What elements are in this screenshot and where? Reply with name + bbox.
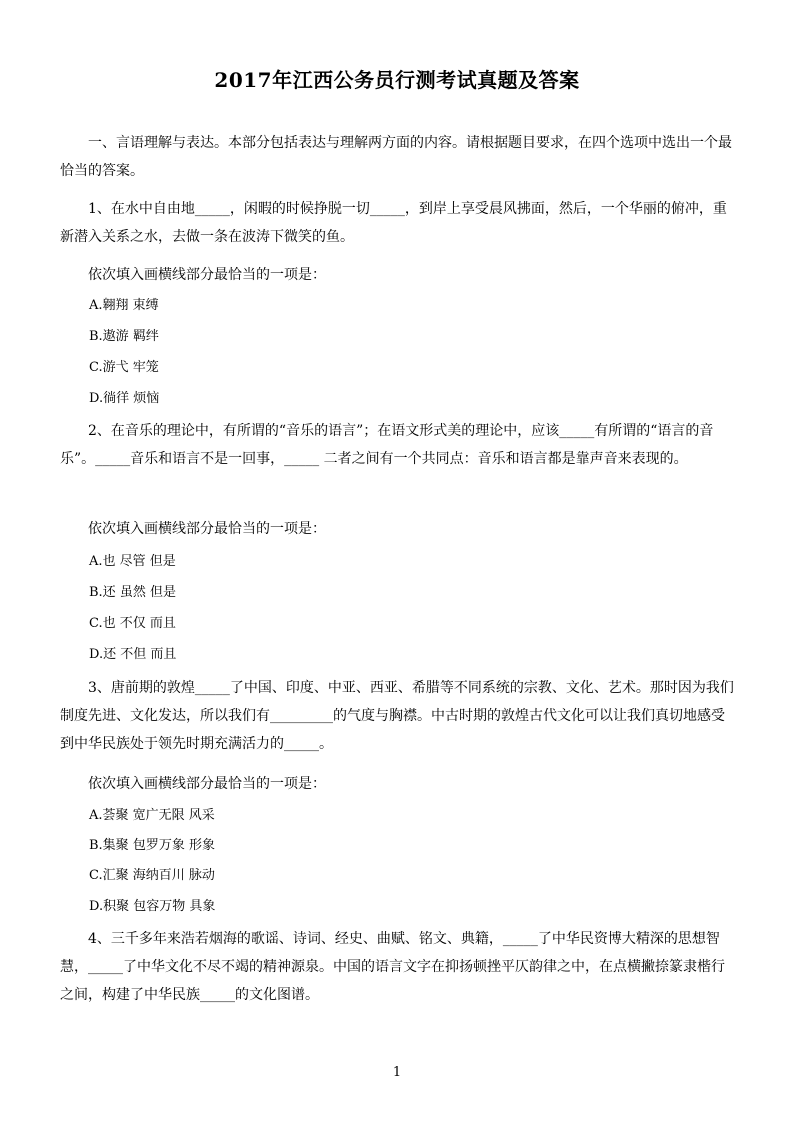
question-3-option-c: C.汇聚 海纳百川 脉动 <box>89 868 215 883</box>
question-1-option-c: C.游弋 牢笼 <box>89 360 159 375</box>
question-3-option-a: A.荟聚 宽广无限 风采 <box>89 808 215 823</box>
question-2-stem: 2、在音乐的理论中，有所谓的“音乐的语言”；在语文形式美的理论中，应该_____有所谓的“语言的音乐”。_____音乐和语言不是一回事，_____ 二者之间有一个共同点：音乐和语言都是靠声音来表现的。 <box>60 423 714 467</box>
question-4-stem: 4、三千多年来浩若烟海的歌谣、诗词、经史、曲赋、铭文、典籍，_____了中华民资博大精深的思想智慧，_____了中华文化不尽不竭的精神源泉。中国的语言文字在抑扬顿挫平仄韵律之中，在点横撇捺篆隶楷行之间，构建了中华民族_____的文化图谱。 <box>60 931 725 1003</box>
question-2-option-c: C.也 不仅 而且 <box>89 616 176 631</box>
document-title: 2017年江西公务员行测考试真题及答案 <box>214 68 580 92</box>
question-2-option-d: D.还 不但 而且 <box>89 647 177 662</box>
question-1-stem: 1、在水中自由地_____，闲暇的时候挣脱一切_____，到岸上享受晨风拂面，然后，一个华丽的俯冲，重新潜入关系之水，去做一条在波涛下微笑的鱼。 <box>60 201 727 245</box>
question-3-option-b: B.集聚 包罗万象 形象 <box>89 838 215 853</box>
question-2-option-b: B.还 虽然 但是 <box>89 585 176 600</box>
question-3-option-d: D.积聚 包容万物 具象 <box>89 899 216 914</box>
question-1-option-a: A.翱翔 束缚 <box>89 298 159 313</box>
question-3-stem: 3、唐前期的敦煌_____了中国、印度、中亚、西亚、希腊等不同系统的宗教、文化、艺术。那时因为我们制度先进、文化发达，所以我们有_________的气度与胸襟。中古时期的敦煌古代文化可以让我们真切地感受到中华民族处于领先时期充满活力的_____。 <box>60 680 734 752</box>
section-intro: 一、言语理解与表达。本部分包括表达与理解两方面的内容。请根据题目要求，在四个选项中选出一个最恰当的答案。 <box>60 135 732 179</box>
question-2-prompt: 依次填入画横线部分最恰当的一项是： <box>88 521 326 537</box>
question-2-option-a: A.也 尽管 但是 <box>89 554 176 569</box>
question-1-option-d: D.徜徉 烦恼 <box>89 391 160 406</box>
question-1-option-b: B.遨游 羁绊 <box>89 329 159 344</box>
question-1-prompt: 依次填入画横线部分最恰当的一项是： <box>88 267 326 283</box>
question-3-prompt: 依次填入画横线部分最恰当的一项是： <box>88 776 326 792</box>
page-number: 1 <box>392 1065 402 1080</box>
